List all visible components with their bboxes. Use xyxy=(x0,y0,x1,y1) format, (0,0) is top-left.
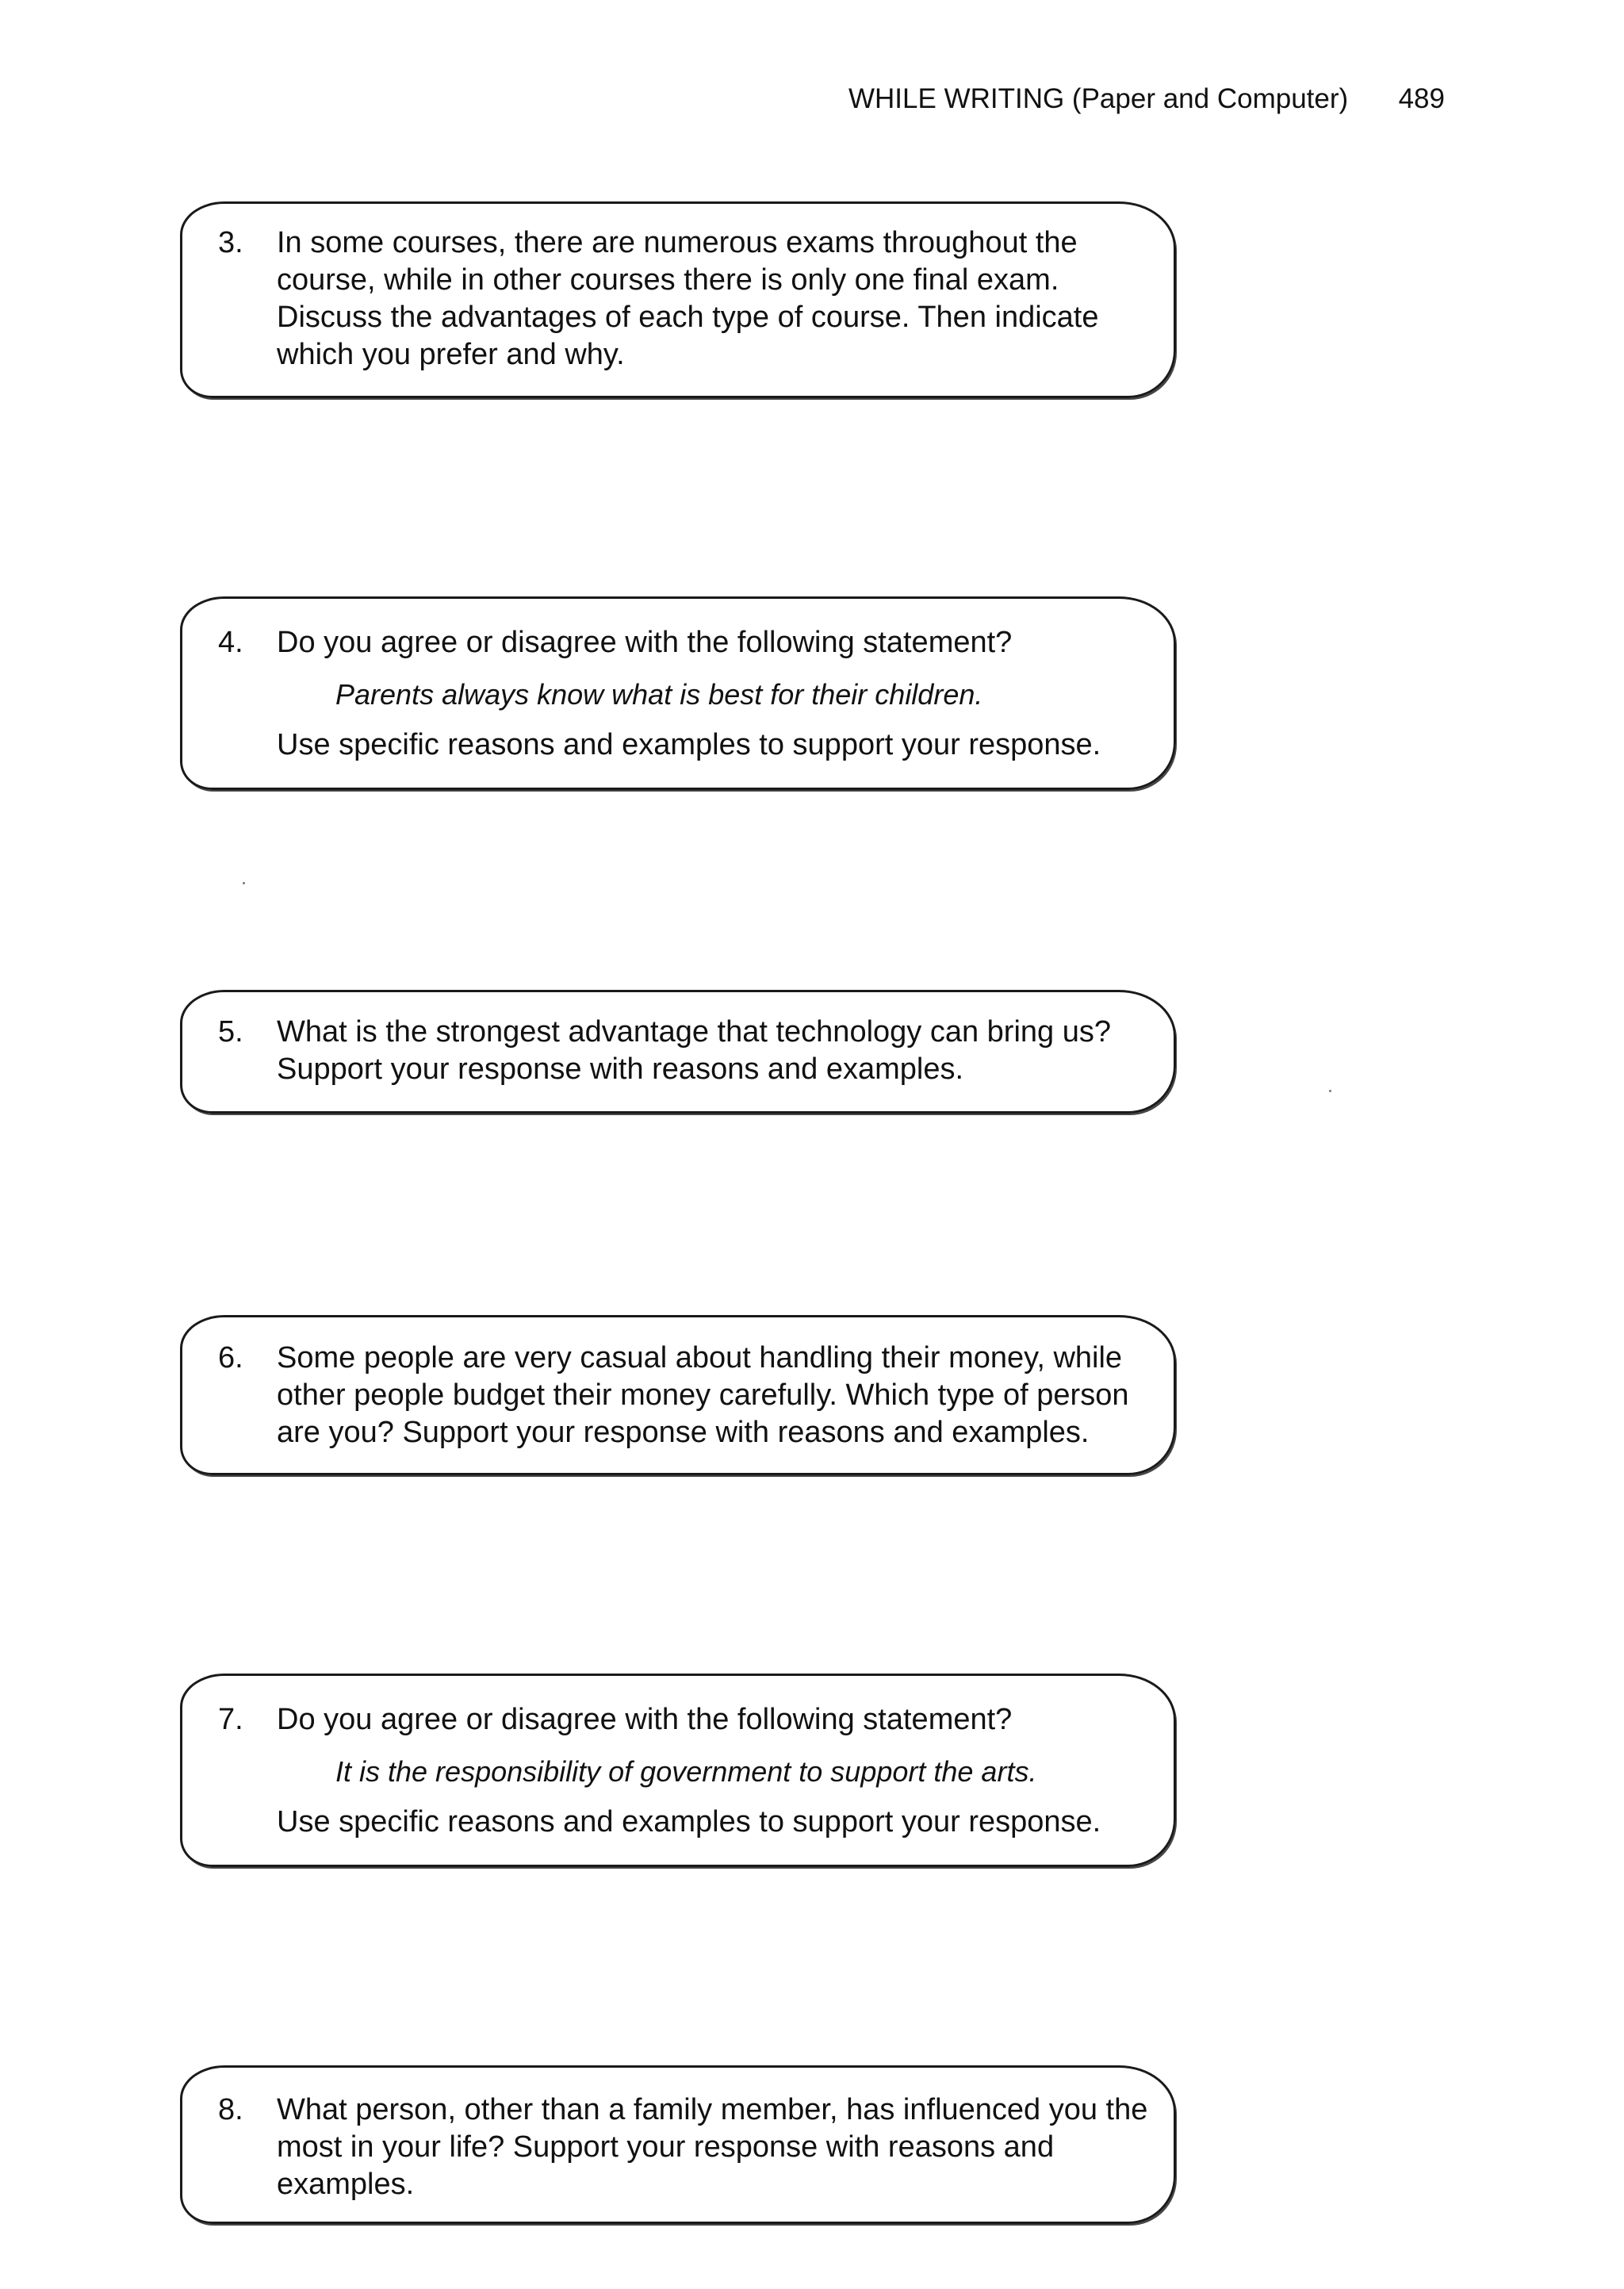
prompt-text xyxy=(277,1014,1157,1088)
prompt-line: course, while in other courses there is only one final exam. xyxy=(277,263,1059,297)
prompt-box-7 xyxy=(180,1674,1176,1867)
prompt-number: 8. xyxy=(218,2093,243,2126)
prompt-line: which you prefer and why. xyxy=(277,338,625,371)
prompt-box-6 xyxy=(180,1315,1176,1475)
prompt-closing: Use specific reasons and examples to support your response. xyxy=(277,1805,1101,1838)
prompt-line: What person, other than a family member, has influenced you the xyxy=(277,2093,1148,2126)
prompt-text xyxy=(277,224,1157,374)
prompt-box-3 xyxy=(180,201,1176,398)
prompt-line: examples. xyxy=(277,2168,415,2201)
prompt-number: 4. xyxy=(218,626,243,659)
prompt-number: 6. xyxy=(218,1341,243,1375)
prompt-line: are you? Support your response with reasons and examples. xyxy=(277,1416,1090,1449)
prompt-line: Do you agree or disagree with the following statement? xyxy=(277,1703,1013,1736)
prompt-box-8 xyxy=(180,2065,1176,2224)
quoted-statement: Parents always know what is best for their children. xyxy=(335,678,983,711)
page-number: 489 xyxy=(1398,83,1445,114)
quoted-statement: It is the responsibility of government to support the arts. xyxy=(335,1755,1037,1788)
prompt-line: other people budget their money carefully. Which type of person xyxy=(277,1378,1129,1412)
running-title: WHILE WRITING (Paper and Computer) xyxy=(848,83,1349,114)
prompt-line: Support your response with reasons and examples. xyxy=(277,1052,964,1086)
prompt-number: 7. xyxy=(218,1703,243,1736)
prompt-text xyxy=(277,1701,1157,1841)
prompt-number: 5. xyxy=(218,1015,243,1049)
prompt-line: Do you agree or disagree with the following statement? xyxy=(277,626,1013,659)
prompt-text xyxy=(277,624,1157,764)
prompt-box-4 xyxy=(180,596,1176,790)
scan-speck xyxy=(243,882,245,884)
prompt-line: most in your life? Support your response with reasons and xyxy=(277,2130,1055,2164)
prompt-closing: Use specific reasons and examples to support your response. xyxy=(277,728,1101,761)
running-header xyxy=(848,79,1445,119)
prompt-line: Some people are very casual about handling their money, while xyxy=(277,1341,1123,1375)
prompt-line: In some courses, there are numerous exams throughout the xyxy=(277,226,1078,259)
scan-speck xyxy=(1329,1090,1331,1092)
prompt-text xyxy=(277,1340,1157,1451)
prompt-line: Discuss the advantages of each type of course. Then indicate xyxy=(277,301,1099,334)
prompt-box-5 xyxy=(180,990,1176,1114)
prompt-number: 3. xyxy=(218,226,243,259)
prompt-line: What is the strongest advantage that technology can bring us? xyxy=(277,1015,1111,1049)
prompt-text xyxy=(277,2092,1157,2203)
